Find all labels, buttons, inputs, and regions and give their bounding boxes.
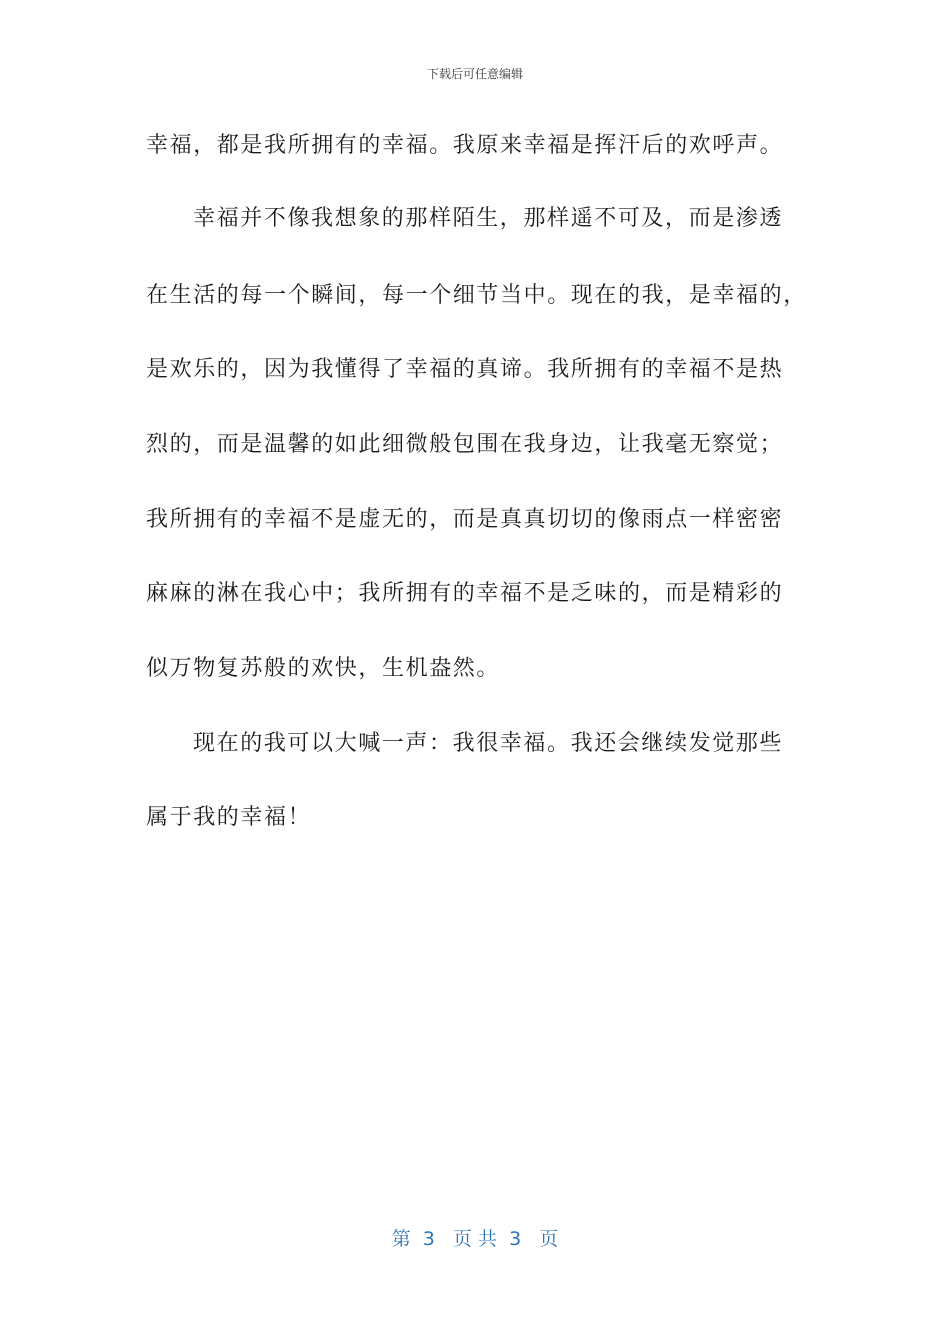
- body-line-1: 幸福，都是我所拥有的幸福。我原来幸福是挥汗后的欢呼声。: [146, 133, 784, 158]
- body-line-4: 是欢乐的，因为我懂得了幸福的真谛。我所拥有的幸福不是热: [146, 357, 784, 382]
- body-line-7: 麻麻的淋在我心中；我所拥有的幸福不是乏味的，而是精彩的: [146, 581, 784, 606]
- page-number-footer: 第 3 页 共 3 页: [391, 1228, 559, 1250]
- body-line-8: 似万物复苏般的欢快，生机盎然。: [146, 656, 501, 681]
- body-line-10: 属于我的幸福！: [146, 805, 312, 830]
- page-header: 下载后可任意编辑: [426, 67, 523, 81]
- body-line-3: 在生活的每一个瞬间，每一个细节当中。现在的我，是幸福的，: [146, 283, 807, 308]
- body-line-5: 烈的，而是温馨的如此细微般包围在我身边，让我毫无察觉；: [146, 432, 784, 457]
- body-line-2: 幸福并不像我想象的那样陌生，那样遥不可及，而是渗透: [193, 206, 784, 231]
- body-line-6: 我所拥有的幸福不是虚无的，而是真真切切的像雨点一样密密: [146, 507, 784, 532]
- body-line-9: 现在的我可以大喊一声：我很幸福。我还会继续发觉那些: [193, 731, 784, 756]
